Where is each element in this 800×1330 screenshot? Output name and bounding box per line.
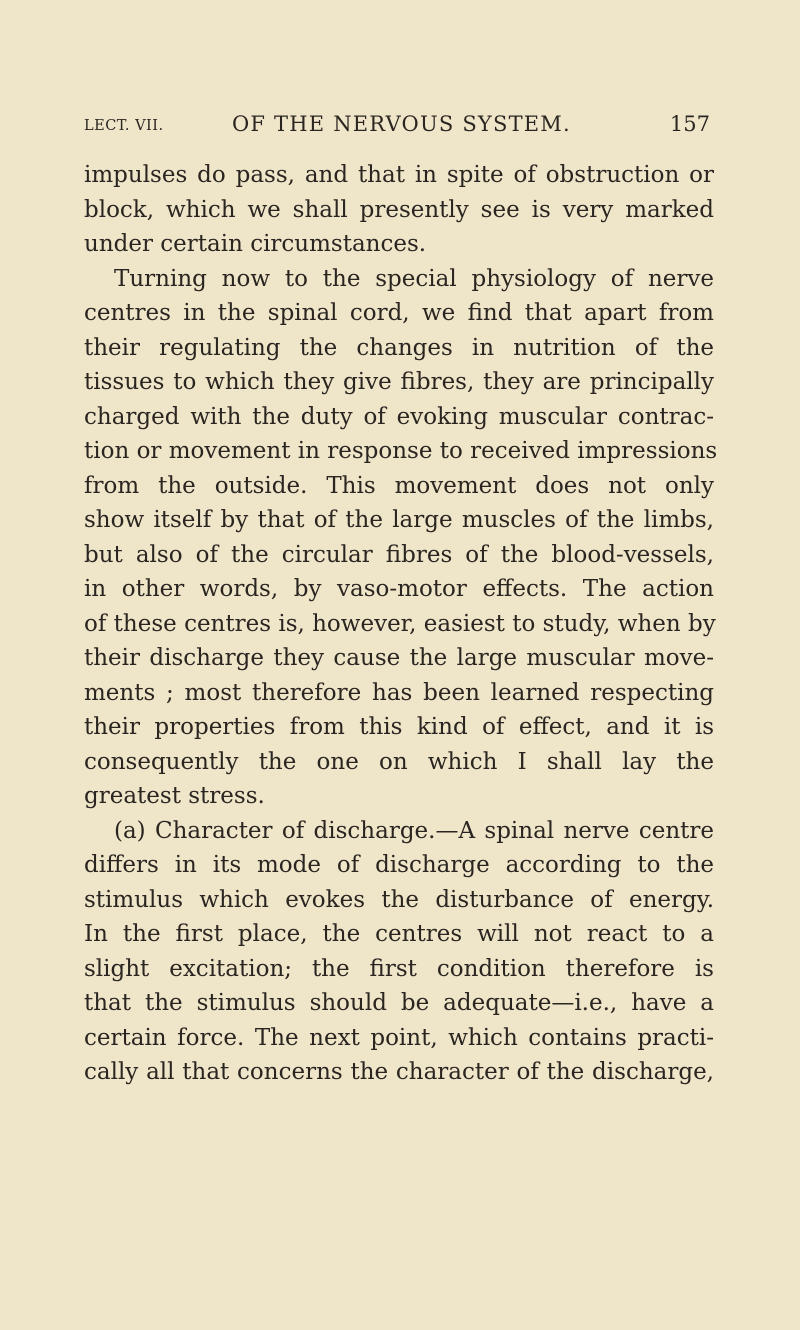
text-line: that the stimulus should be adequate—i.e., have a (84, 990, 714, 1016)
text-line: their properties from this kind of effect, and it is (84, 714, 714, 740)
text-line: charged with the duty of evoking muscular contrac- (84, 403, 714, 430)
paragraph-start-line: (a) Character of discharge.—A spinal nerve centre (114, 817, 714, 844)
page-title: OF THE NERVOUS SYSTEM. (232, 112, 571, 136)
text-line: certain force. The next point, which contains practi- (84, 1024, 714, 1051)
text-line: under certain circumstances. (84, 231, 427, 257)
text-line: their regulating the changes in nutrition of the (84, 334, 714, 361)
text-line: greatest stress. (84, 783, 265, 809)
text-line: impulses do pass, and that in spite of obstruction or (84, 162, 714, 188)
text-line: tissues to which they give fibres, they are principally (84, 369, 714, 395)
text-line: tion or movement in response to received impressions (84, 438, 718, 464)
running-head (84, 112, 710, 142)
page-number: 157 (669, 112, 710, 136)
text-line: In the first place, the centres will not react to a (84, 921, 714, 947)
text-line: ments ; most therefore has been learned respecting (84, 679, 714, 706)
text-line: of these centres is, however, easiest to study, when by (84, 610, 716, 637)
text-line: stimulus which evokes the disturbance of energy. (84, 886, 714, 913)
text-line: their discharge they cause the large muscular move- (84, 645, 714, 671)
body-text (84, 158, 718, 1090)
text-line: cally all that concerns the character of the discharge, (84, 1059, 714, 1085)
text-line: in other words, by vaso-motor effects. The action (84, 576, 714, 602)
text-line: differs in its mode of discharge according to the (84, 852, 714, 878)
text-line: consequently the one on which I shall lay the (84, 748, 714, 775)
text-line: slight excitation; the first condition therefore is (84, 955, 714, 982)
text-line: show itself by that of the large muscles of the limbs, (84, 507, 714, 533)
text-line: block, which we shall presently see is very marked (84, 196, 714, 223)
text-line: from the outside. This movement does not only (84, 472, 714, 499)
lecture-label: LECT. VII. (84, 118, 164, 134)
paragraph-start-line: Turning now to the special physiology of nerve (114, 265, 714, 292)
text-line: but also of the circular fibres of the blood-vessels, (84, 541, 714, 568)
text-line: centres in the spinal cord, we find that apart from (84, 300, 714, 326)
